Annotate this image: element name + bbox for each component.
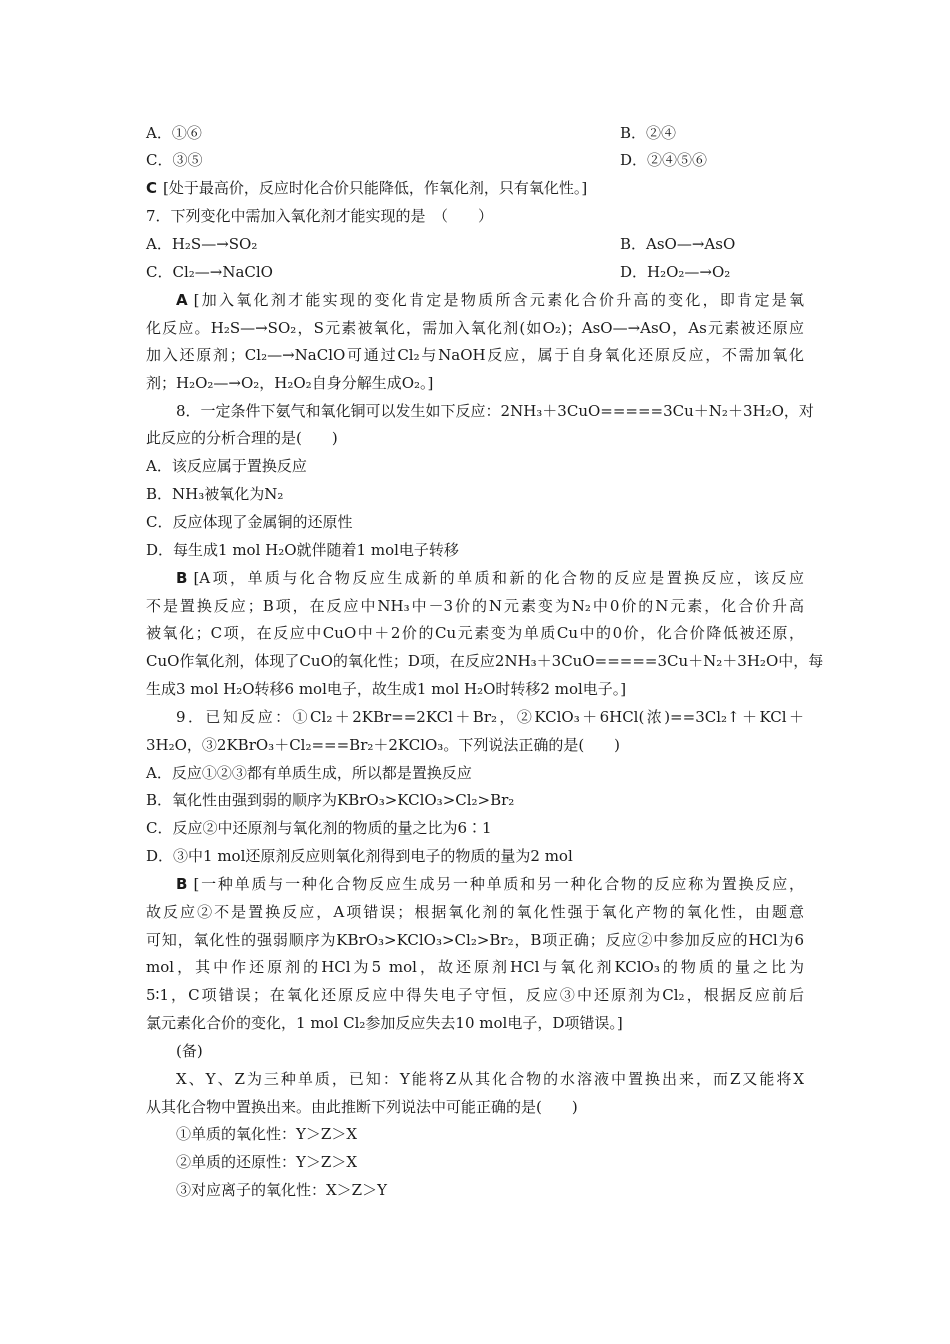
extra-item-1: ①单质的氧化性：Y＞Z＞X: [176, 1125, 358, 1143]
q9-explanation-text: [一种单质与一种化合物反应生成另一种单质和另一种化合物的反应称为置换反应，: [193, 875, 804, 893]
q8-explanation-text: [A项，单质与化合物反应生成新的单质和新的化合物的反应是置换反应，该反应: [193, 569, 804, 587]
q8-explanation-line-4: CuO作氧化剂，体现了CuO的氧化性；D项，在反应2NH₃＋3CuO=====3Cu＋N₂＋3H₂O中，每: [146, 652, 824, 670]
extra-item-2: ②单质的还原性：Y＞Z＞X: [176, 1153, 358, 1171]
q9-explanation-line-4: mol，其中作还原剂的HCl为5 mol，故还原剂HCl与氧化剂KClO₃的物质的量之比为: [146, 958, 804, 976]
q8-option-b: B．NH₃被氧化为N₂: [146, 485, 284, 503]
q7-stem: 7．下列变化中需加入氧化剂才能实现的是 （ ）: [146, 207, 494, 225]
q8-option-c: C．反应体现了金属铜的还原性: [146, 513, 353, 531]
q8-option-d: D．每生成1 mol H₂O就伴随着1 mol电子转移: [146, 541, 459, 559]
extra-item-3: ③对应离子的氧化性：X＞Z＞Y: [176, 1181, 388, 1199]
q8-stem-line-1: 8．一定条件下氨气和氧化铜可以发生如下反应：2NH₃＋3CuO=====3Cu＋N₂＋3H₂O，对: [176, 402, 814, 420]
q8-option-a: A．该反应属于置换反应: [146, 457, 307, 475]
q7-explanation-line-1: [176, 286, 804, 314]
q6-explanation: [处于最高价，反应时化合价只能降低，作氧化剂，只有氧化性。]: [163, 179, 588, 197]
q6-option-a: A．①⑥: [146, 124, 202, 142]
q7-explanation-line-2: 化反应。H₂S—→SO₂，S元素被氧化，需加入氧化剂(如O₂)；AsO—→AsO，As元素被还原应: [146, 319, 804, 337]
q9-stem-line-1: 9．已知反应：①Cl₂＋2KBr==2KCl＋Br₂，②KClO₃＋6HCl(浓)==3Cl₂↑＋KCl＋: [176, 708, 804, 726]
q9-option-a: A．反应①②③都有单质生成，所以都是置换反应: [146, 764, 472, 782]
q7-explanation-line-4: 剂；H₂O₂—→O₂，H₂O₂自身分解生成O₂。]: [146, 374, 434, 392]
q7-explanation-text: [加入氧化剂才能实现的变化肯定是物质所含元素化合价升高的变化，即肯定是氧: [193, 291, 804, 309]
q7-option-a: A．H₂S—→SO₂: [146, 235, 258, 253]
q7-options-row-2: [146, 258, 804, 286]
q8-explanation-line-1: [176, 564, 804, 592]
q6-option-d: D．②④⑤⑥: [620, 151, 708, 169]
extra-label: (备): [176, 1042, 203, 1060]
q9-option-d: D．③中1 mol还原剂反应则氧化剂得到电子的物质的量为2 mol: [146, 847, 573, 865]
q6-answer: C: [146, 179, 158, 197]
q7-explanation-line-3: 加入还原剂；Cl₂—→NaClO可通过Cl₂与NaOH反应，属于自身氧化还原反应，不需加氧化: [146, 346, 804, 364]
q9-explanation-line-1: [176, 870, 804, 898]
q9-option-b: B．氧化性由强到弱的顺序为KBrO₃>KClO₃>Cl₂>Br₂: [146, 791, 515, 809]
q8-explanation-line-3: 被氧化；C项，在反应中CuO中＋2价的Cu元素变为单质Cu中的0价，化合价降低被还原，: [146, 624, 804, 642]
q7-option-d: D．H₂O₂—→O₂: [620, 263, 731, 281]
extra-stem-line-2: 从其化合物中置换出来。由此推断下列说法中可能正确的是( ): [146, 1098, 578, 1116]
q7-options-row-1: [146, 230, 804, 258]
q6-options-row-2: [146, 146, 804, 174]
q8-explanation-line-5: 生成3 mol H₂O转移6 mol电子，故生成1 mol H₂O时转移2 mol电子。]: [146, 680, 627, 698]
q8-explanation-line-2: 不是置换反应；B项，在反应中NH₃中－3价的N元素变为N₂中0价的N元素，化合价升高: [146, 597, 804, 615]
q6-options-row-1: [146, 119, 804, 147]
q7-option-b: B．AsO—→AsO: [620, 235, 736, 253]
q9-stem-line-2: 3H₂O，③2KBrO₃＋Cl₂===Br₂＋2KClO₃。下列说法正确的是( ): [146, 736, 621, 754]
q6-option-b: B．②④: [620, 124, 677, 142]
q8-stem-line-2: 此反应的分析合理的是( ): [146, 429, 338, 447]
q9-explanation-line-3: 可知，氧化性的强弱顺序为KBrO₃>KClO₃>Cl₂>Br₂，B项正确；反应②中参加反应的HCl为6: [146, 931, 804, 949]
q8-answer: B: [176, 569, 188, 587]
q6-answer-line: [146, 174, 804, 202]
q9-option-c: C．反应②中还原剂与氧化剂的物质的量之比为6∶1: [146, 819, 492, 837]
q6-option-c: C．③⑤: [146, 151, 203, 169]
q9-explanation-line-6: 氯元素化合价的变化，1 mol Cl₂参加反应失去10 mol电子，D项错误。]: [146, 1014, 623, 1032]
q9-explanation-line-5: 5∶1，C项错误；在氧化还原反应中得失电子守恒，反应③中还原剂为Cl₂，根据反应前后: [146, 986, 804, 1004]
q9-explanation-line-2: 故反应②不是置换反应，A项错误；根据氧化剂的氧化性强于氧化产物的氧化性，由题意: [146, 903, 804, 921]
q9-answer: B: [176, 875, 188, 893]
extra-stem-line-1: X、Y、Z为三种单质，已知：Y能将Z从其化合物的水溶液中置换出来，而Z又能将X: [176, 1070, 804, 1088]
q7-answer: A: [176, 291, 188, 309]
q7-option-c: C．Cl₂—→NaClO: [146, 263, 273, 281]
